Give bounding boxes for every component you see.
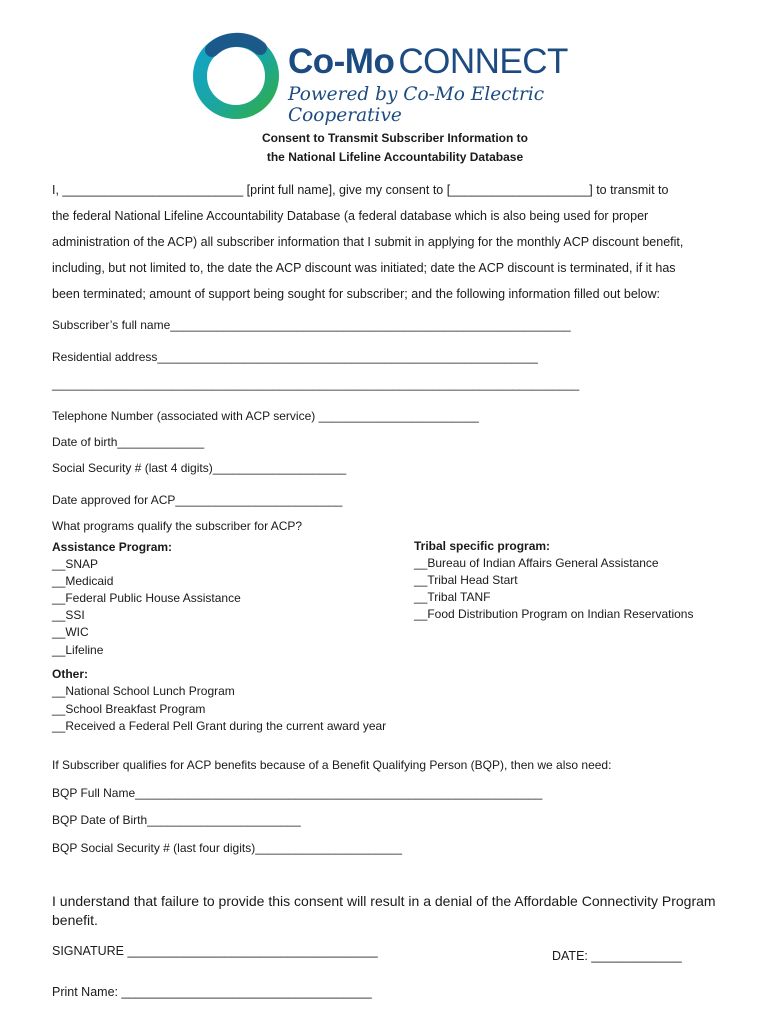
program-option-ssi[interactable]: __SSI <box>52 608 85 622</box>
programs-question: What programs qualify the subscriber for ACP? <box>52 519 303 533</box>
bqp-full-name-field[interactable]: BQP Full Name_____________________________________________________________ <box>52 786 543 800</box>
program-option-medicaid[interactable]: __Medicaid <box>52 574 114 588</box>
consent-line-1: I, __________________________ [print full name], give my consent to [____________________] to transmit to <box>52 183 669 197</box>
bqp-ssn-field[interactable]: BQP Social Security # (last four digits)______________________ <box>52 841 403 855</box>
logo-tagline: Powered by Co-Mo Electric Cooperative <box>288 84 545 126</box>
ssn-last-4-field[interactable]: Social Security # (last 4 digits)____________________ <box>52 461 347 475</box>
logo-title <box>288 42 568 82</box>
consent-line-4: including, but not limited to, the date the ACP discount was initiated; date the ACP discount is terminated, if it has <box>52 261 676 275</box>
document-title-line-1: Consent to Transmit Subscriber Information to <box>261 131 529 145</box>
consent-paragraph <box>52 177 724 307</box>
print-name-field[interactable]: Print Name: ____________________________________ <box>52 985 372 999</box>
logo-title-bold: Co-Mo <box>288 42 395 81</box>
signature-field[interactable]: SIGNATURE ____________________________________ <box>52 944 378 958</box>
program-option-food-distribution[interactable]: __Food Distribution Program on Indian Reservations <box>414 607 694 621</box>
residential-address-field[interactable]: Residential address_________________________________________________________ <box>52 350 538 364</box>
program-option-school-breakfast[interactable]: __School Breakfast Program <box>52 702 206 716</box>
bqp-intro: If Subscriber qualifies for ACP benefits because of a Benefit Qualifying Person (BQP), then we also need: <box>52 758 612 772</box>
residential-address-line-2-field[interactable]: _______________________________________________________________________________ <box>52 377 580 391</box>
program-option-pell-grant[interactable]: __Received a Federal Pell Grant during the current award year <box>52 719 387 733</box>
program-option-wic[interactable]: __WIC <box>52 625 89 639</box>
consent-statement-line-2: benefit. <box>52 912 98 928</box>
subscriber-full-name-field[interactable]: Subscriber’s full name____________________________________________________________ <box>52 318 571 332</box>
bqp-date-of-birth-field[interactable]: BQP Date of Birth_______________________ <box>52 813 301 827</box>
consent-line-5: been terminated; amount of support being sought for subscriber; and the following information filled out below: <box>52 287 661 301</box>
program-option-school-lunch[interactable]: __National School Lunch Program <box>52 684 235 698</box>
document-title-line-2: the National Lifeline Accountability Database <box>266 150 524 164</box>
program-option-bia-assistance[interactable]: __Bureau of Indian Affairs General Assistance <box>414 556 659 570</box>
consent-line-3: administration of the ACP) all subscriber information that I submit in applying for the monthly ACP discount benefit, <box>52 235 684 249</box>
other-program-heading: Other: <box>52 667 88 681</box>
program-option-snap[interactable]: __SNAP <box>52 557 99 571</box>
logo-ring-icon <box>190 30 282 122</box>
logo <box>190 30 610 126</box>
tribal-program-heading: Tribal specific program: <box>414 539 551 553</box>
program-option-tribal-head-start[interactable]: __Tribal Head Start <box>414 573 518 587</box>
consent-statement-line-1: I understand that failure to provide this consent will result in a denial of the Affordable Connectivity Program <box>52 893 716 909</box>
assistance-program-heading: Assistance Program: <box>52 540 173 554</box>
consent-line-2: the federal National Lifeline Accountability Database (a federal database which is also being used for proper <box>52 209 649 223</box>
program-option-public-housing[interactable]: __Federal Public House Assistance <box>52 591 241 605</box>
date-field[interactable]: DATE: _____________ <box>552 949 682 963</box>
date-approved-field[interactable]: Date approved for ACP_________________________ <box>52 493 343 507</box>
telephone-number-field[interactable]: Telephone Number (associated with ACP service) ________________________ <box>52 409 479 423</box>
date-of-birth-field[interactable]: Date of birth_____________ <box>52 435 205 449</box>
logo-title-light: CONNECT <box>398 42 568 81</box>
program-option-tribal-tanf[interactable]: __Tribal TANF <box>414 590 491 604</box>
program-option-lifeline[interactable]: __Lifeline <box>52 643 104 657</box>
